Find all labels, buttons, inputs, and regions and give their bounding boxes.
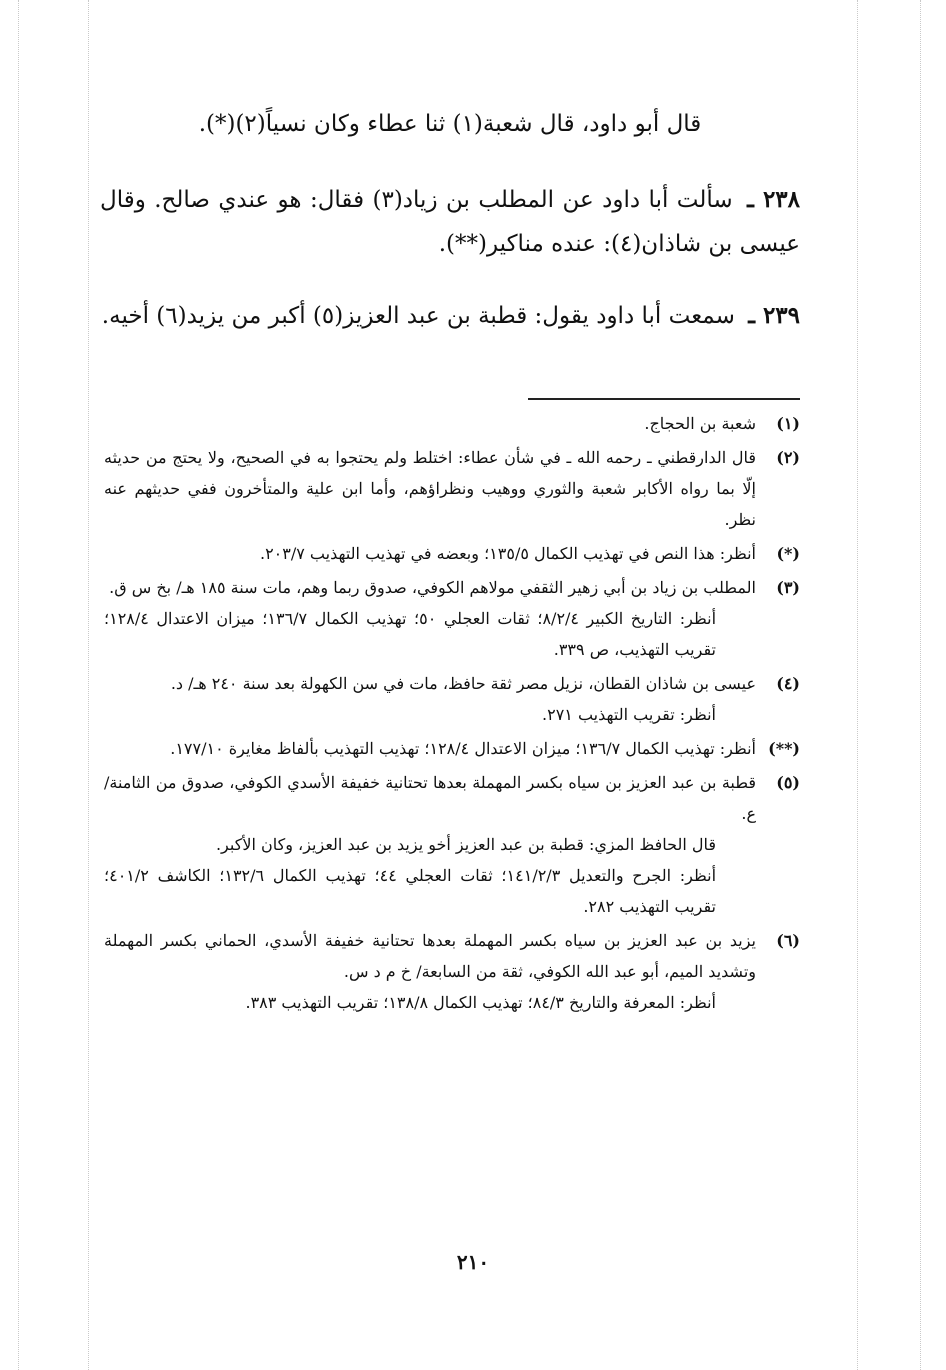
- footnote-mark: (١): [776, 414, 800, 433]
- entry-239-number: ٢٣٩ ـ: [748, 302, 800, 329]
- entry-239: [100, 294, 800, 338]
- footnote-mark: (*): [776, 544, 800, 563]
- footnote-text: أنظر: تهذيب الكمال ١٣٦/٧؛ ميزان الاعتدال ١٢٨/٤؛ تهذيب التهذيب بألفاظ مغايرة ١٧٧/١٠.: [170, 739, 756, 758]
- page-number: ٢١٠: [456, 1250, 490, 1274]
- footnote-reference: أنظر: تقريب التهذيب ٢٧١.: [542, 705, 716, 724]
- footnote-mark: (٥): [776, 773, 800, 792]
- footnote-text: المطلب بن زياد بن أبي زهير الثقفي مولاهم الكوفي، صدوق ربما وهم، مات سنة ١٨٥ هـ/ بخ س ق.: [109, 578, 756, 597]
- entry-238-number: ٢٣٨ ـ: [747, 186, 801, 213]
- footnote-double-star: [104, 733, 800, 764]
- footnote-star: [104, 538, 800, 569]
- entry-239-text: سمعت أبا داود يقول: قطبة بن عبد العزيز(٥) أكبر من يزيد(٦) أخيه.: [101, 303, 735, 329]
- footnote-divider: [528, 398, 800, 400]
- opening-line: قال أبو داود، قال شعبة(١) ثنا عطاء وكان نسياً(٢)(*).: [198, 111, 702, 137]
- footnote-text: قال الدارقطني ـ رحمه الله ـ في شأن عطاء: اختلط ولم يحتجوا به في الصحيح، ولا يحتج من حديثه إلّا بما رواه الأكابر شعبة والثوري ووهيب ونظراؤهم، وأما ابن علية والمتأخرون ففي حديثهم عنه نظر.: [104, 448, 757, 529]
- footnote-4: [104, 668, 800, 730]
- footnote-mark: (**): [768, 739, 800, 758]
- footnote-text: عيسى بن شاذان القطان، نزيل مصر ثقة حافظ، مات في سن الكهولة بعد سنة ٢٤٠ هـ/ د.: [170, 674, 756, 693]
- footnote-6: [104, 925, 800, 1018]
- footnote-mark: (٣): [776, 578, 800, 597]
- footnote-reference: أنظر: المعرفة والتاريخ ٨٤/٣؛ تهذيب الكمال ١٣٨/٨؛ تقريب التهذيب ٣٨٣.: [245, 993, 716, 1012]
- footnote-text: قطبة بن عبد العزيز بن سياه بكسر المهملة بعدها تحتانية خفيفة الأسدي الكوفي، صدوق من الثامنة/ ع.: [104, 773, 756, 823]
- entry-238: [100, 178, 800, 266]
- margin-rule-right: [920, 0, 921, 1370]
- footnote-quote: قال الحافظ المزي: قطبة بن عبد العزيز أخو يزيد بن عبد العزيز، وكان الأكبر.: [215, 835, 716, 854]
- margin-rule-right-inner: [857, 0, 858, 1370]
- footnote-text: أنظر: هذا النص في تهذيب الكمال ١٣٥/٥؛ وبعضه في تهذيب التهذيب ٢٠٣/٧.: [259, 544, 756, 563]
- footnotes: [104, 408, 800, 1021]
- footnote-2: [104, 442, 800, 535]
- footnote-5: [104, 767, 800, 922]
- footnote-text: يزيد بن عبد العزيز بن سياه بكسر المهملة بعدها تحتانية خفيفة الأسدي، الحماني بكسر المهملة وتشديد الميم، أبو عبد الله الكوفي، ثقة من السابعة/ خ م د س.: [104, 931, 756, 981]
- footnote-mark: (٤): [776, 674, 800, 693]
- margin-rule-left: [18, 0, 19, 1370]
- footnote-1: [104, 408, 800, 439]
- footnote-reference: أنظر: الجرح والتعديل ١٤١/٢/٣؛ ثقات العجلي ٤٤؛ تهذيب الكمال ١٣٢/٦؛ الكاشف ٤٠١/٢؛ تقريب التهذيب ٢٨٢.: [104, 866, 717, 916]
- footnote-3: [104, 572, 800, 665]
- footnote-reference: أنظر: التاريخ الكبير ٨/٢/٤؛ ثقات العجلي ٥٠؛ تهذيب الكمال ١٣٦/٧؛ ميزان الاعتدال ١٢٨/٤؛ تقريب التهذيب، ص ٣٣٩.: [104, 609, 717, 659]
- footnote-mark: (٢): [776, 448, 800, 467]
- footnote-text: شعبة بن الحجاج.: [644, 414, 756, 433]
- margin-rule-left-inner: [88, 0, 89, 1370]
- footnote-mark: (٦): [776, 931, 800, 950]
- entry-238-text: سألت أبا داود عن المطلب بن زياد(٣) فقال: هو عندي صالح. وقال عيسى بن شاذان(٤): عنده مناكير(**).: [100, 187, 800, 257]
